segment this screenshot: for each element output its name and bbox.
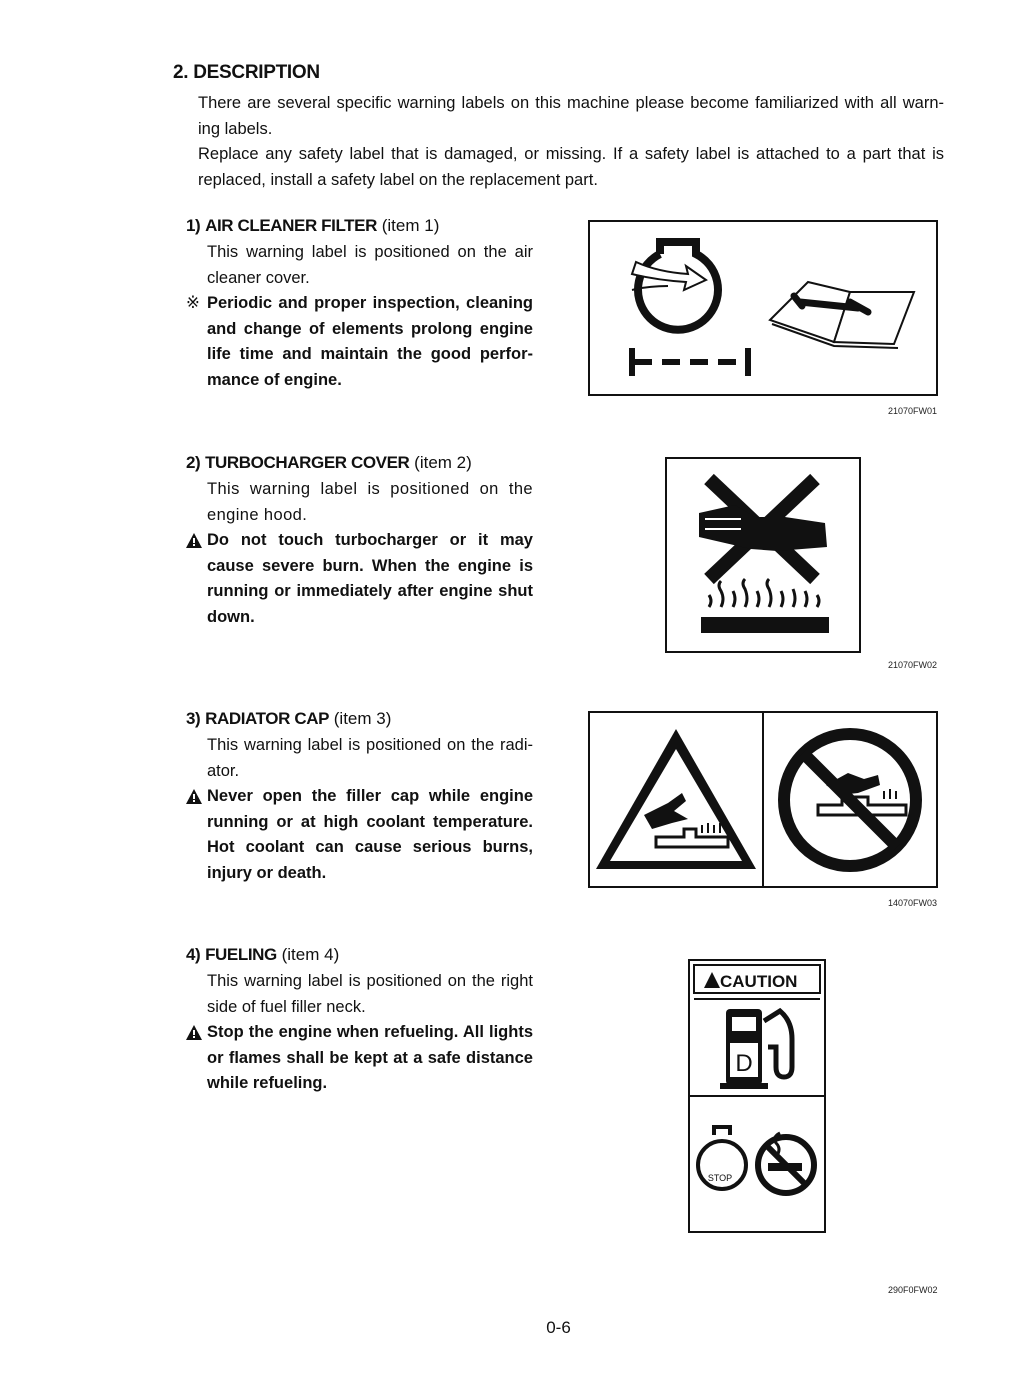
turbocharger-label-image — [665, 457, 861, 653]
section-2-name: TURBOCHARGER COVER — [205, 453, 410, 472]
section-3-item: (item 3) — [333, 709, 392, 728]
warning-triangle-icon — [186, 784, 207, 886]
section-1-note-text: Periodic and proper inspection, cleaning and change of elements prolong engine life time and maintain the good perfor-mance of engine. — [207, 294, 533, 389]
section-2-item: (item 2) — [414, 453, 472, 472]
section-4-number: 4) — [186, 945, 201, 964]
label-3-caption: 14070FW03 — [888, 898, 938, 908]
warning-triangle-icon — [186, 528, 207, 630]
pump-letter: D — [735, 1050, 753, 1077]
section-2-number: 2) — [186, 453, 201, 472]
label-4-caption: 290F0FW02 — [888, 1285, 938, 1295]
section-2-body: This warning label is positioned on the engine hood. — [207, 480, 533, 524]
section-3-title — [186, 709, 391, 729]
radiator-cap-label-image — [588, 711, 938, 888]
label-1-caption: 21070FW01 — [888, 406, 938, 416]
section-4-title — [186, 945, 339, 965]
air-cleaner-label-image — [588, 220, 938, 396]
section-1-number: 1) — [186, 216, 201, 235]
section-4-item: (item 4) — [281, 945, 340, 964]
section-3-note-text: Never open the filler cap while engine running or at high coolant temperature. Hot coolant can cause serious burns, injury or death. — [207, 787, 533, 882]
label-2-caption: 21070FW02 — [888, 660, 938, 670]
stop-text: STOP — [707, 1173, 733, 1183]
section-1-note — [186, 291, 533, 393]
section-2-note — [186, 528, 533, 630]
section-4-note — [186, 1020, 533, 1097]
section-4-body: This warning label is positioned on the right side of fuel filler neck. — [207, 972, 533, 1016]
section-1-title — [186, 216, 439, 236]
warning-triangle-icon — [186, 1020, 207, 1097]
section-3-note — [186, 784, 533, 886]
section-4-name: FUELING — [205, 945, 277, 964]
page-number: 0-6 — [546, 1318, 571, 1337]
section-3-number: 3) — [186, 709, 201, 728]
section-heading: 2. DESCRIPTION — [173, 62, 320, 83]
section-1-item: (item 1) — [381, 216, 440, 235]
section-4-note-text: Stop the engine when refueling. All lights or flames shall be kept at a safe distance while refueling. — [207, 1023, 533, 1092]
section-1-body: This warning label is positioned on the air cleaner cover. — [207, 243, 533, 287]
section-3-body: This warning label is positioned on the radi-ator. — [207, 736, 533, 780]
reference-mark: ※ — [186, 294, 200, 312]
section-3-name: RADIATOR CAP — [205, 709, 330, 728]
section-1-name: AIR CLEANER FILTER — [205, 216, 377, 235]
section-2-title — [186, 453, 472, 473]
caution-text: CAUTION — [720, 972, 798, 991]
section-2-note-text: Do not touch turbocharger or it may cause severe burn. When the engine is running or immediately after engine shut down. — [207, 531, 533, 626]
intro-paragraph-1: There are several specific warning labels on this machine please become familiarized with all warn-ing labels. — [198, 94, 944, 138]
fueling-label-image — [688, 959, 826, 1233]
intro-paragraph-2: Replace any safety label that is damaged, or missing. If a safety label is attached to a part that is replaced, install a safety label on the replacement part. — [198, 145, 944, 189]
